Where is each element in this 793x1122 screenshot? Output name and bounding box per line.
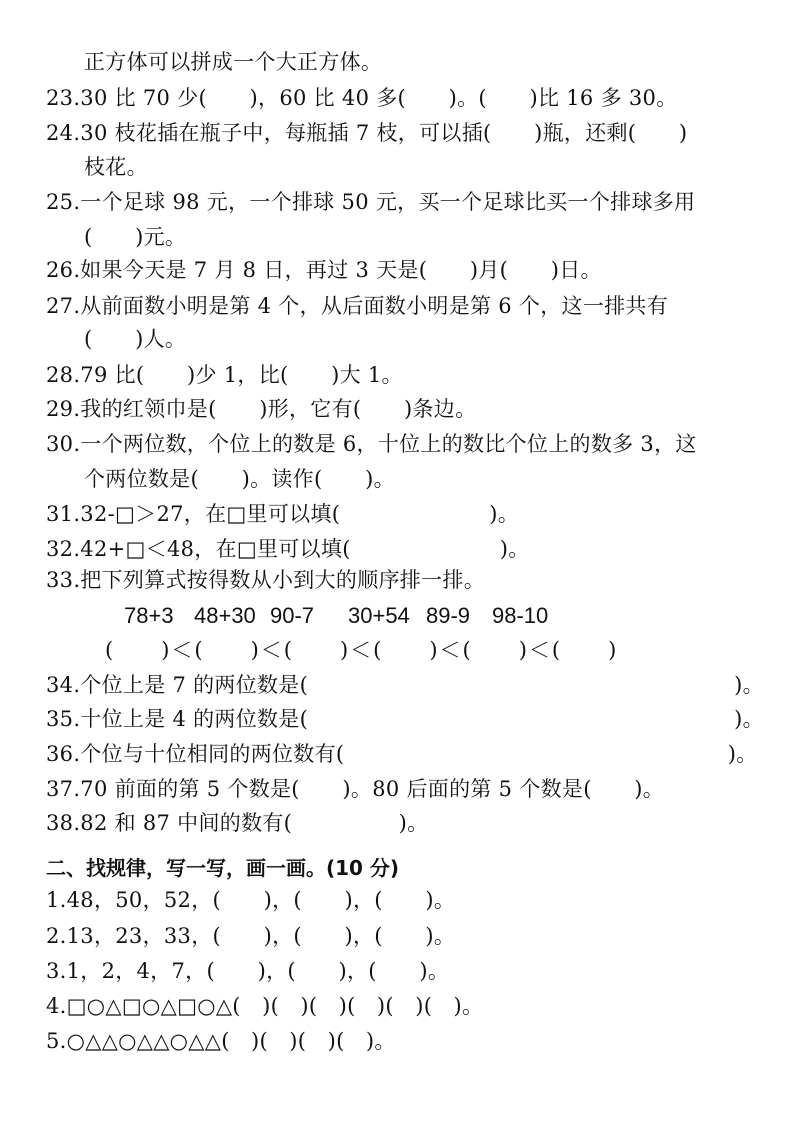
expression-4: 30+54 xyxy=(348,603,410,628)
question-38: 38.82 和 87 中间的数有( )。 xyxy=(46,811,429,835)
question-36: 36.个位与十位相同的两位数有( )。 xyxy=(46,742,758,766)
pattern-item-1: 1.48，50，52，( )，( )，( )。 xyxy=(46,888,456,912)
question-29: 29.我的红领巾是( )形，它有( )条边。 xyxy=(46,397,477,421)
expression-6: 98-10 xyxy=(492,603,549,628)
order-blanks: ( )＜( )＜( )＜( )＜( )＜( ) xyxy=(105,638,619,662)
question-34: 34.个位上是 7 的两位数是( )。 xyxy=(46,673,764,697)
question-24-continuation: 枝花。 xyxy=(84,155,148,179)
question-23: 23.30 比 70 少( )，60 比 40 多( )。( )比 16 多 30。 xyxy=(46,86,678,110)
pattern-item-4: 4.□○△□○△□○△( )( )( )( )( )( )。 xyxy=(46,994,484,1018)
pattern-item-2: 2.13，23，33，( )，( )，( )。 xyxy=(46,924,456,948)
question-27: 27.从前面数小明是第 4 个，从后面数小明是第 6 个，这一排共有 xyxy=(46,294,669,318)
question-25-continuation: ( )元。 xyxy=(84,225,187,249)
expression-1: 78+3 xyxy=(124,603,174,628)
question-26: 26.如果今天是 7 月 8 日，再过 3 天是( )月( )日。 xyxy=(46,258,602,282)
question-24: 24.30 枝花插在瓶子中，每瓶插 7 枝，可以插( )瓶，还剩( ) xyxy=(46,121,688,145)
question-35: 35.十位上是 4 的两位数是( )。 xyxy=(46,707,764,731)
expression-2: 48+30 xyxy=(194,603,256,628)
pattern-item-5: 5.○△△○△△○△△( )( )( )( )。 xyxy=(46,1029,396,1053)
section-2-heading: 二、找规律，写一写，画一画。(10 分) xyxy=(46,856,400,880)
question-31: 31.32-□＞27，在□里可以填( )。 xyxy=(46,502,520,526)
pattern-item-3: 3.1，2，4，7，( )，( )，( )。 xyxy=(46,959,450,983)
question-27-continuation: ( )人。 xyxy=(84,327,187,351)
expression-5: 89-9 xyxy=(426,603,471,628)
question-25: 25.一个足球 98 元，一个排球 50 元，买一个足球比买一个排球多用 xyxy=(46,190,696,214)
expression-3: 90-7 xyxy=(270,603,315,628)
question-32: 32.42+□＜48，在□里可以填( )。 xyxy=(46,537,530,561)
question-30: 30.一个两位数，个位上的数是 6，十位上的数比个位上的数多 3，这 xyxy=(46,432,697,456)
question-37: 37.70 前面的第 5 个数是( )。80 后面的第 5 个数是( )。 xyxy=(46,777,665,801)
question-30-continuation: 个两位数是( )。读作( )。 xyxy=(84,467,395,491)
question-28: 28.79 比( )少 1，比( )大 1。 xyxy=(46,363,403,387)
question-33: 33.把下列算式按得数从小到大的顺序排一排。 xyxy=(46,568,485,592)
q22-continuation: 正方体可以拼成一个大正方体。 xyxy=(84,50,383,74)
